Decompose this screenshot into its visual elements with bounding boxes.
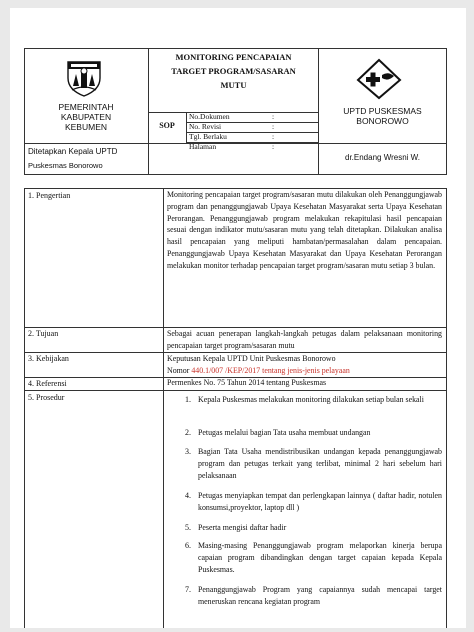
step-number: 4. [185,491,191,500]
header-title-sep [148,112,319,113]
row-label-kebijakan: 3. Kebijakan [28,354,69,363]
header-sop-sep [186,112,187,143]
header-border-top [24,48,447,49]
step-text: Peserta mengisi daftar hadir [198,523,287,532]
step-number: 6. [185,541,191,550]
content-border-left [24,188,25,628]
referensi-text: Permenkes No. 75 Tahun 2014 tentang Puskesmas [167,378,327,387]
content-border-right [446,188,447,628]
sop-title-line-2: TARGET PROGRAM/SASARAN [171,66,296,76]
sop-title-line-3: MUTU [220,80,247,90]
step-number: 1. [185,395,191,404]
step-text: Bagian Tata Usaha mendistribusikan undangan kepada penanggungjawab program dan petugas terkait yang terlibat, minimal 2 hari sebelum hari pelaksanaan [198,447,442,480]
step-text: Masing-masing Penanggungjawab program melaporkan kinerja berupa capaian program dibandingkan dengan target capaian kepada Kepala Puskesmas. [198,541,442,574]
right-org-line-2: BONOROWO [356,116,409,126]
kebijakan-nomor-value: 440.1/007 /KEP/2017 tentang jenis-jenis pelayaan [191,366,350,375]
kebijakan-line-2 [167,365,350,377]
approved-by-line-2: Puskesmas Bonorowo [28,161,103,170]
pengertian-text: Monitoring pencapaian target program/sasaran mutu dilakukan oleh Penanggungjawab program dan penanggungjawab Upaya Kesehatan Masyarakat serta Upaya Kesehatan Perorangan. Penanggungjawab program melakukan rekapitulasi hasil pencapaian sesuai dengan indikator mutu/sasaran mutu yang telah ditetapkan. Dilakukan analisa hasil pencapaian yang meliputi hambatan/permasalahan dalam pencapaian. Penanggungjawab Upaya Kesehatan Masyarakat dan Upaya Kesehatan Perorangan melakukan monitor terhadap pencapaian target program/sasaran mutu setiap 3 bulan. [167,190,442,270]
left-org-line-1: PEMERINTAH [58,102,114,112]
kebijakan-line-1: Keputusan Kepala UPTD Unit Puskesmas Bonorowo [167,354,336,363]
step-text: Penanggungjawab Program yang capaiannya sudah mencapai target meneruskan rencana kegiatan program [198,585,442,606]
right-org-line-1: UPTD PUSKESMAS [343,106,422,116]
header-border-bottom [24,174,447,175]
sop-title-line-1: MONITORING PENCAPAIAN [175,52,292,62]
kebumen-coat-of-arms-logo [62,56,106,98]
content-row-sep-4 [24,390,447,391]
step-number: 2. [185,428,191,437]
content-col-sep [163,188,164,628]
meta-sep-halaman: : [272,142,275,151]
row-label-referensi: 4. Referensi [28,379,67,388]
row-label-pengertian: 1. Pengertian [28,191,71,200]
document-page [10,8,466,628]
meta-sep-tgl-berlaku: : [272,132,275,141]
row-label-tujuan: 2. Tujuan [28,329,59,338]
meta-label-tgl-berlaku: Tgl. Berlaku [189,132,227,141]
tujuan-text: Sebagai acuan penerapan langkah-langkah petugas dalam pelaksanaan monitoring pencapaian target program/sasaran mutu [167,329,442,350]
puskesmas-logo [356,58,402,100]
left-org-line-2: KABUPATEN [60,112,112,122]
meta-sep-no-revisi: : [272,122,275,131]
approved-by-line-1: Ditetapkan Kepala UPTD [28,147,118,156]
step-number: 5. [185,523,191,532]
sop-label: SOP [159,121,175,130]
meta-sep-no-dokumen: : [272,112,275,121]
kebijakan-nomor-prefix: Nomor [167,366,192,375]
left-org-line-3: KEBUMEN [64,122,108,132]
meta-label-halaman: Halaman [189,142,217,151]
step-text: Petugas melalui bagian Tata usaha membuat undangan [198,428,371,437]
step-text: Petugas menyiapkan tempat dan perlengkapan lainnya ( daftar hadir, notulen konsumsi,proyektor, laptop dll ) [198,491,442,512]
step-number: 7. [185,585,191,594]
step-number: 3. [185,447,191,456]
header-approval-sep [24,143,447,144]
signer-name: dr.Endang Wresni W. [345,153,420,162]
header-border-right [446,48,447,174]
meta-label-no-revisi: No. Revisi [189,122,222,131]
row-label-prosedur: 5. Prosedur [28,393,65,402]
meta-label-no-dokumen: No.Dokumen [189,112,230,121]
step-text: Kepala Puskesmas melakukan monitoring dilakukan setiap bulan sekali [198,395,424,404]
